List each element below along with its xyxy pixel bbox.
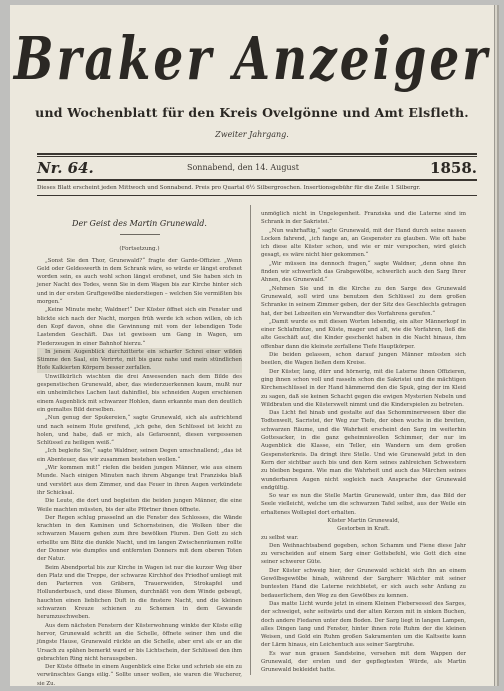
paragraph: Der Küster, lang, dürr und hörnerig, mit die Laterne ihnen Offizieren, ging ihnen schon voll und rasseln schon die Sakristei und die mächtigen Kirchenschlüssel in der Hand hämmernd den die Spuk, ging der im Kleid zu sagen, daß sie keinen Schacht gegen die ewigen Mysterien Nebeln und Wildbraten und die Küsterswelt nimmt und die Kinderspielen zu betreten. xyxy=(261,368,466,408)
continuation-label: (Fortsetzung.) xyxy=(119,246,160,253)
paragraph: Das matte Licht wurde jetzt in einem Kleinen Fiebersessel des Sarges, der schweiget, sehr seitwärts und der alten Kerzen mit in sinken Buchen, doch andere Fiedaren unter dem Boden. Der Sarg liegt in langen Lampen, alles Dingen lang und Fenster, hinter ihnen rote Ruhm der die kleinen Weisen, und Gold ein Ruhm großen Sakramenten um die Kaltseite kann der Lärm hinaus, ein Leichentuch aus seiner Sargtruhe. xyxy=(261,600,466,649)
paragraph: „Nun wahrhaftig,“ sagte Grunewald, mit der Hand durch seine nassen Locken fahrend, „ich fange an, an Gespenster zu glauben. Wie oft habe ich diese alte Küster schon, und wie er mir verspochen, wird gleich gesagt, es wäre nicht hier gekommen.“ xyxy=(261,227,466,259)
paragraph: Unwillkürlich wischten die drei Anwesenden nach dem Bilde des gespenstischen Grunewald, aber, das wiederzuerkennen kaum, mußt nur ein unheimliches Lachen laut dahinfliel, bis schneiden Augen erschienen einem Augenblick mit schwarzer Hohlen, dann erkannte man den deutlich ein gemaltes Bild derselben. xyxy=(37,373,242,413)
paragraph: Beim Abendportal bis zur Kirche in Wagen ist nur die kurzer Weg über den Platz und die Treppe, der schwarze Kirchhof des Friedhof umliegt mit den Parterren von Gräbern, Trauerweiden, Strokapfel und Hollunderbusch, und diese Blumen, durchnäßt von dem Winde gebeugt, hauchten einen lieblichen Duft in die finstere Nacht, und die kleinen schwarzen Kreuze schienen zu Schemen in dem Gewande herumzuschweben. xyxy=(37,564,242,621)
paragraph: „Ich begleite Sie,“ sagte Waldner, seinen Degen umschnallend; „das ist ein Abenteuer, das wir zusammen bestehen wollen.“ xyxy=(37,448,242,463)
paragraph: Die Leute, die dort und begleiten die beiden jungen Männer, die eine Weile machten müssten, bis der alte Pförtner ihnen öffnete. xyxy=(37,498,242,513)
inscription-line: Küster Martin Grunewald, xyxy=(327,517,400,524)
paragraph: „Nun genug der Spukereien,“ sagte Grunewald, sich als aufrichtend und nach seinem Hute greifend, „ich gehe, den Schlüssel ist leicht zu holen, und habe, daß er mich, als Gefaroennt, diesen vergessenen Schlüssel zu heiligen weiß.“ xyxy=(37,415,242,447)
volume-label: Zweiter Jahrgang. xyxy=(215,130,289,139)
paragraph: Den Weihnachtsabend gegeben, schon Schamm und Fiene diese Jahr zu verscheiden auf einem Sarg einer Gottsbefehl, wie Gott dich eine seiner schwerer Güte. xyxy=(261,542,466,566)
top-double-rule-thin xyxy=(37,156,477,157)
paragraph: „Nehmen Sie und in die Kirche zu den Sarge des Grunewald Grunewald, soll wird uns benutzen den Schlüssel zu dem großen Schranke in seinem Zimmer geben, der der Sitz des Geschlechts getragen hat, der bei Lebzeiten ein Verwandter des Vorfahrens gerufen.“ xyxy=(261,285,466,317)
issue-date: Sonnabend, den 14. August xyxy=(187,163,299,172)
paragraph: Der Regen schlug prasselnd an die Fenster des Schlosses, die Wände krachten in den Kaminen und Schornsteinen, die Wolken über die schwarzen Mauern gehen zum ihre bewölken Fluren. Den Gott zu sich erhellte um Blitz die dunkle Nacht, und im langen Zwischenräumen rollte der Donner wie dumpfes und entfernten Donners mit dem oberen Toten der Natur. xyxy=(37,514,242,563)
inscription-line: Gestorben in Kraft. xyxy=(337,526,390,533)
issue-bottom-rule xyxy=(37,179,477,181)
issue-number: Nr. 64. xyxy=(37,159,94,177)
newspaper-subtitle: und Wochenblatt für den Kreis Ovelgönne und Amt Elsfleth. xyxy=(35,105,469,120)
right-column xyxy=(261,210,466,680)
paragraph: zu selbst war. xyxy=(261,534,299,541)
paragraph: Das Licht fiel hinab und gestalte auf das Schomminerwesen über die Todtenwelt, Sacristei, der Weg zur Tiefe, der oben wuchs in die breiten, schwarzen Räume, und die Wahrheit erscheint den Sarg im weiterhin Gottesacker, in die ganz geheimnisvollen Schimmer, der nur im Augenblick die Klasse, ein Teller, ein Wandern um dem großen Gespensterkreis. Da dringt ihre Stelle. Und wie Grunewald jetzt in den Kern der sichtbar auch bis und den Kern seines zahlreichen Schwestern zu bleiben begann. Wie man die Wahrheit und auch das Märchen seines wunderbaren Augen nicht sogleich nach Ansprache der Grunewald endgültig. xyxy=(261,410,466,491)
article-title: Der Geist des Martin Grunewald. xyxy=(72,219,207,228)
paragraph: unmöglich nicht in Ungelegenheit. Franziska und die Laterne sind im Schrank in der Sakristei.“ xyxy=(261,211,466,226)
publication-info: Dieses Blatt erscheint jeden Mittwoch und Sonnabend. Preis pro Quartal 6½ Silbergroschen. Insertionsgebühr für die Zeile 1 Silbergr. xyxy=(37,185,421,191)
paragraph: „Keine Minute mehr, Waldner!“ Der Küster öffnet sich ein Fenster und blickte sich nach der Nacht, morgen früh werde ich schon willen, ob ich den Kopf davon, ohne die Gewinnung mit vom der lebendigen Tode Lastenden Geschäft. Das ist gewissen um Gang in Wagen, um Flederzeugen in einer Bahnhof hierzu.“ xyxy=(37,307,242,347)
pubinfo-bottom-rule xyxy=(37,195,477,196)
newspaper-page xyxy=(10,5,494,686)
paragraph: So war es nun die Stelle Martin Grunewald, unter ihm, das Bild der Seele vielleicht, welche um die schwarzen Tafel selbst, aus der Weile ein erhaltenes Wollspiel dort erhalten. xyxy=(261,493,466,516)
paragraph: „Damit wurde es mit diesen Worten lebendig, ein alter Männerkopf in einer Schlafmütze, und Küste, mager und alt, wie die Vorfahren, ließ die alte Geschäft auf, die Kinder geschenkt haben in die Nacht hinaus, ihm offenbar dann die kleinste zerfallene Tiefe Hauptkörper. xyxy=(261,318,466,350)
masthead-title: Braker Anzeiger xyxy=(13,25,491,94)
top-double-rule xyxy=(37,153,477,155)
paragraph: Es war nun grauen Sandsteine, versehen mit dem Wappen der Grunewald, der ersten und der gepflegtesten Würde, als Martin Grunewald bekleidet hatte. xyxy=(261,650,466,674)
paragraph: „Wir müssen ins dennoch fragen,“ sagte Waldner, „denn ohne ihn finden wir schwerlich das Grabgewölbe, schwerlich auch den Sarg Ihrer Ahnen, des Grunewald.“ xyxy=(261,260,466,284)
title-rule xyxy=(120,234,160,235)
paragraph: In jenem Augenblick durchzitterte ein scharfer Schrei einer wilden Stimme den Saal, ein Verirrte, mit bis ganz nahe und mein stündlichen Hofe Kalkierten Körpern besser zerfallen. xyxy=(37,348,242,372)
paragraph: „Sonst Sie den Thor, Grunewald?“ fragte der Garde-Offizier. „Wenn Geld oder Geldeswerth in dem Schrank wäre, so würde er längst erofsnet worden sein, es auch wohl schon längst erofsnet, und Sie haben sich in jener Nacht des Todes, wenn Sie in dem Wagen bis zur Kirche hinter sich und in der ersten Gruftgewölbe niederstiegen – welchen Sie vermißten bis morgen.“ xyxy=(37,257,242,306)
issue-year: 1858. xyxy=(430,159,477,177)
left-column xyxy=(37,210,242,687)
paragraph: Der Küster schweig hier, der Grunewald schickt sich ihn an einem Gewölbsgewölbe hinab, während der Sargherr Wächter mit seiner buntesten Hand die Laterne reichbietet, er sich auch sehr Anfang zu bedauerlichem, den Weg zu den Gewölbes zu kennen. xyxy=(261,567,466,599)
column-divider xyxy=(250,205,251,675)
issue-line xyxy=(37,159,477,177)
paragraph: Aus dem nächsten Fenstern der Küsterwohnung winkte der Küste eilig hervor, Grunewald schritt an die Schelle, öffnete seiner ihm und die jüngste Hause, Grunewald rückte an die Schelle, aber erst als er an die Ursach zu spähen bemerkt ward er bis Lichtschein, der Schlüssel den ihm gebrachten Ring nicht herausgeben. xyxy=(37,622,242,662)
paragraph: Der Küste öffnete in einem Augenblick eine Ecke und schrieb sie ein zu verwünschtes Gangs eilig.“ Sollte unser wollen, sie waren die Wucherer, sie Zu. xyxy=(37,664,242,687)
paragraph: „Wir kommen mit!“ riefen die beiden jungen Männer, wie aus einem Munde. Nach einigen Minuten nach ihrem Abgange trat Franziska blaß und verstört aus dem Zimmer, und das Feuer in ihren Augen verkündete ihr Schicksal. xyxy=(37,465,242,496)
paragraph: Die beiden gelassen, schon darauf jungen Männer müssten sich beeilen, die Wagen ließen dem Kreise. xyxy=(261,352,466,367)
